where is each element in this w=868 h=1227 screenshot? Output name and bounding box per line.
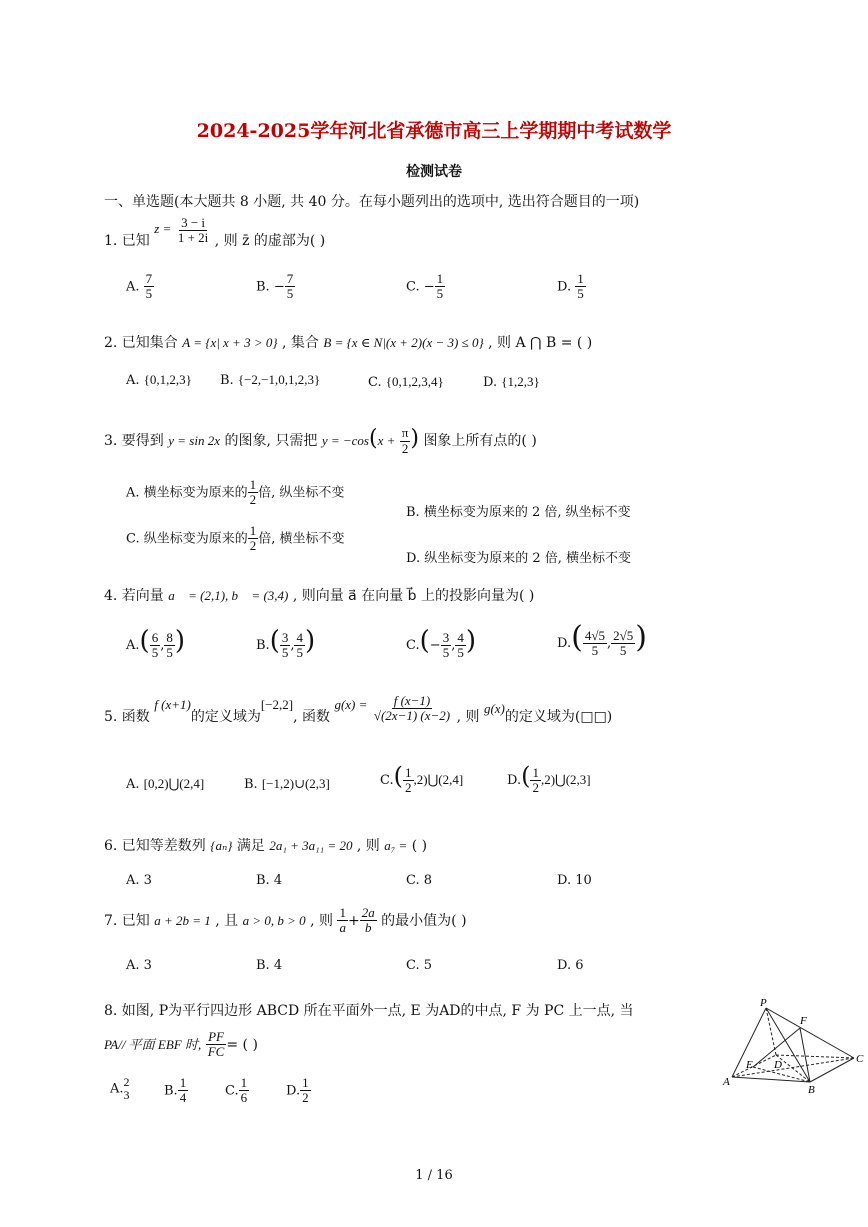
q3-a-d: 2 [249,492,257,508]
q1-d-label: D. [557,279,572,295]
q8-c-label: C. [225,1083,239,1099]
q4-c-frac-1 [441,631,452,661]
q1-a-d: 5 [145,286,153,302]
q5-c-value: ,2)⋃(2,4] [413,772,464,787]
q4-d-label: D. [557,636,572,651]
q7-condition: a > 0, b > 0 [242,912,306,928]
label-a: A [723,1076,730,1088]
page-subtitle: 检测试卷 [406,164,462,180]
q8-a-n: 2 [123,1075,130,1089]
q4-a-frac-1 [150,631,161,661]
q4-lead: 4. 若向量 [104,588,164,604]
q4-rest: , 则向量 a⃗ 在向量 b⃗ 上的投影向量为( ) [292,588,535,604]
q8-b-d: 4 [179,1090,187,1106]
q3-a-n: 1 [249,477,257,492]
q5-mid2: , 函数 [293,708,330,725]
q1-b-n: 7 [286,271,294,286]
q2-set-a: A = {x| x + 3 > 0} [182,335,278,350]
q3-rest: 图象上所有点的( ) [423,433,537,449]
q6-option-c[interactable]: C. 8 [406,873,433,888]
question-3 [104,426,537,456]
q8-b-label: B. [164,1083,178,1099]
q8-a-d: 3 [123,1088,130,1103]
q4-b-frac-2 [294,631,305,661]
q1-d-n: 1 [577,271,584,286]
q4-d-n1: 4√5 [584,627,605,643]
label-c: C [856,1053,864,1065]
q3-a-pre: A. 横坐标变为原来的 [126,485,248,501]
q8-d-d: 2 [302,1090,309,1106]
q2-option-d[interactable] [483,374,540,390]
q1-b-sign: − [273,279,285,295]
q4-c-n1: 3 [442,629,450,645]
q5-d-paren: ( [521,762,531,790]
q3-c-d: 2 [249,538,257,554]
q8-a-label: A. [110,1081,124,1097]
q5-option-b[interactable] [244,776,330,792]
q3-a-post: 倍, 纵坐标不变 [258,485,345,501]
q4-d-paren-open: ( [571,620,583,655]
q3-paren-close: ) [410,426,419,451]
q5-d-value: ,2)⋃(2,3] [540,772,591,787]
q3-c-frac [248,524,259,554]
q1-option-b[interactable] [256,272,295,302]
q5-g-frac [372,694,452,724]
q7-n2: 2a [361,905,375,920]
question-2 [104,332,592,352]
label-e: E [746,1059,753,1071]
q3-option-a[interactable] [126,478,344,508]
q4-option-d[interactable]: D.( $\frac{4√5}{5}$ , $\frac{2√5}{5}$ ) [557,620,647,658]
q2-rest: , 则 A ⋂ B = ( ) [488,335,593,351]
q5-d-frac [530,766,541,796]
q3-lead: 3. 要得到 [104,433,164,449]
q1-c-frac [435,272,446,302]
question-8-line-1: 8. 如图, P为平行四边形 ABCD 所在平面外一点, E 为AD的中点, F 为 PC 上一点, 当 [104,1003,634,1019]
q8-c-n: 1 [240,1075,248,1090]
q3-mid: 的图象, 只需把 [224,433,318,449]
q1-lead: 1. 已知 [104,232,150,249]
q1-denominator: 1 + 2i [177,230,209,246]
q5-g-d: √(2x−1) (x−2) [373,708,451,724]
q5-lead: 5. 函数 [104,708,150,725]
q5-domain: [−2,2] [260,696,294,712]
q4-b-paren-open: ( [269,626,280,656]
q2-set-b: B = {x ∈ N|(x + 2)(x − 3) ≤ 0} [323,335,484,350]
q8-ratio [206,1030,227,1060]
q1-a-n: 7 [145,271,153,286]
q5-c-d: 2 [405,780,412,795]
page-title: 2024-2025学年河北省承德市高三上学期期中考试数学 [196,120,672,142]
q4-b-paren-close: ) [304,626,316,656]
q1-numerator: 3 − i [181,215,206,230]
q2-mid: , 集合 [282,335,319,351]
q1-c-sign: − [423,279,435,295]
q8-equals: = [226,1036,239,1053]
q4-option-c[interactable]: C.(− $\frac{3}{5}$ , $\frac{4}{5}$ ) [406,626,476,660]
q5-d-d: 2 [532,780,539,795]
q1-c-d: 5 [436,286,444,302]
q5-rest: 的定义域为(□□) [504,708,613,725]
q2-option-a[interactable] [126,372,192,388]
q6-mid2: , 则 [356,838,380,854]
q7-mid2: , 则 [310,912,334,929]
q4-a-d1: 5 [151,645,159,660]
q1-a-label: A. [126,279,140,295]
q8-option-d[interactable] [286,1076,311,1106]
label-p: P [760,997,767,1009]
q5-a-value: [0,2)⋃(2,4] [143,776,205,791]
pyramid-figure [720,996,866,1096]
q1-b-frac [285,272,296,302]
q8-a-frac [124,1076,130,1102]
q3-func-1: y = sin 2x [168,433,220,448]
label-d: D [774,1059,782,1071]
q5-c-n: 1 [405,764,412,780]
q4-option-a[interactable]: A.( $\frac{6}{5}$ , $\frac{8}{5}$ ) [126,626,185,660]
q1-fraction [176,216,210,246]
q6-rest: ( ) [411,838,428,854]
q3-pi-d: 2 [401,440,409,456]
q5-option-a[interactable] [126,776,204,792]
q5-d-label: D. [507,773,522,788]
q7-option-b[interactable]: B. 4 [256,958,283,973]
q4-c-sign: − [429,638,441,653]
q4-a-n2: 8 [166,629,173,645]
edge-dc [776,1055,854,1058]
q8-option-b[interactable] [164,1076,188,1106]
q4-c-paren-close: ) [465,626,476,656]
q8-ratio-n: PF [208,1029,224,1044]
q4-option-b[interactable]: B.( $\frac{3}{5}$ , $\frac{4}{5}$ ) [256,626,316,660]
q7-n1: 1 [339,905,346,920]
q5-mid1: 的定义域为 [190,708,261,725]
q2-a-value: {0,1,2,3} [143,372,192,387]
q4-b-n1: 3 [281,629,289,645]
q3-func-2-x: x + [377,433,396,448]
q3-func-2: y = −cos [321,433,369,448]
q7-mid: , 且 [215,912,239,929]
q1-z: z = [154,220,172,236]
q1-b-label: B. [256,279,270,295]
label-f: F [800,1015,807,1027]
q7-rest: 的最小值为( ) [381,912,467,929]
q4-a-label: A. [126,638,140,653]
q5-option-c[interactable] [380,762,463,795]
q4-c-label: C. [406,638,420,653]
q4-c-d2: 5 [457,645,464,660]
q8-condition: PA// 平面 EBF 时, [104,1036,202,1052]
q8-b-n: 1 [179,1075,187,1090]
q5-g-n: f (x−1) [393,693,431,708]
q3-paren-open: ( [368,426,378,451]
q5-option-d[interactable] [507,762,591,795]
q1-c-n: 1 [436,271,444,286]
q7-option-a[interactable]: A. 3 [126,958,152,973]
q3-pi-n: π [401,425,409,441]
q4-d-frac-1 [583,629,607,659]
q1-option-a[interactable] [126,272,154,302]
q7-frac-2 [360,906,377,936]
q8-d-label: D. [286,1083,301,1099]
q8-c-frac [239,1076,250,1106]
q6-option-d[interactable]: D. 10 [557,873,592,888]
q6-option-b[interactable]: B. 4 [256,873,283,888]
q1-option-d[interactable] [557,272,586,302]
q3-pi-frac [400,426,411,456]
q1-c-label: C. [406,279,420,295]
q6-equation: 2a₁ + 3a₁₁ = 20 [269,838,353,853]
q7-option-c[interactable]: C. 5 [406,958,433,973]
question-1 [104,215,326,256]
q4-b-d1: 5 [281,645,289,660]
q7-plus: + [347,912,360,929]
q3-option-d[interactable]: D. 纵坐标变为原来的 2 倍, 横坐标不变 [406,551,632,566]
edge-pc [766,1008,854,1058]
edge-ab [732,1077,810,1082]
q4-c-frac-2 [455,631,466,661]
label-b: B [808,1084,815,1096]
question-7 [104,906,467,936]
q4-b-d2: 5 [296,645,303,660]
q1-a-frac [144,272,155,302]
q3-option-b[interactable]: B. 横坐标变为原来的 2 倍, 纵坐标不变 [406,505,631,520]
q6-option-a[interactable]: A. 3 [126,873,152,888]
q4-d-frac-2 [611,629,635,659]
q4-a-n1: 6 [151,629,159,645]
q3-a-frac [248,478,259,508]
q4-a-paren-open: ( [139,626,150,656]
q1-d-d: 5 [577,286,584,302]
question-5 [104,693,613,732]
q3-c-pre: C. 纵坐标变为原来的 [126,531,248,547]
q4-a-paren-close: ) [174,626,185,656]
q4-d-d1: 5 [591,643,599,658]
q1-option-c[interactable] [406,272,445,302]
q5-d-n: 1 [532,764,539,780]
q2-d-value: {1,2,3} [501,374,540,389]
q2-lead: 2. 已知集合 [104,335,178,351]
q5-b-label: B. [244,777,258,792]
q2-option-b[interactable] [220,372,320,388]
q4-a-d2: 5 [166,645,173,660]
edge-pd [766,1008,776,1055]
q2-d-label: D. [483,375,498,390]
q4-b-n2: 4 [296,629,303,645]
q8-b-frac [178,1076,189,1106]
q8-option-a[interactable] [110,1076,130,1102]
q5-mid3: , 则 [456,708,480,725]
q5-c-paren: ( [393,762,403,790]
q6-mid: 满足 [236,838,265,854]
q4-d-paren-close: ) [635,620,647,655]
question-6 [104,835,427,855]
q4-d-n2: 2√5 [613,627,634,643]
q5-c-frac [403,766,414,796]
q4-c-d1: 5 [442,645,450,660]
q5-g2: g(x) [483,700,505,716]
q4-d-d2: 5 [619,643,627,658]
q1-b-d: 5 [286,286,294,302]
q7-d1: a [339,920,346,936]
question-4 [104,585,534,605]
q5-g: g(x) = [334,696,368,712]
q2-c-label: C. [368,375,382,390]
q4-c-n2: 4 [457,629,464,645]
q8-d-n: 1 [302,1075,309,1090]
q1-d-frac [575,272,586,302]
q6-sequence: {aₙ} [210,838,233,853]
q1-rest: , 则 z̄ 的虚部为( ) [214,232,326,249]
q3-option-c[interactable] [126,524,345,554]
q8-ratio-d: FC [207,1044,225,1060]
q5-a-label: A. [126,777,140,792]
q5-b-value: [−1,2)∪(2,3] [261,776,330,791]
page-number: 1 / 16 [415,1168,453,1183]
q4-b-frac-1 [280,631,291,661]
q8-d-frac [300,1076,311,1106]
q5-c-label: C. [380,773,394,788]
q7-equation: a + 2b = 1 [154,912,211,928]
q4-a-frac-2 [164,631,175,661]
question-8-line-2 [104,1030,258,1060]
q4-c-paren-open: ( [419,626,430,656]
q2-c-value: {0,1,2,3,4} [385,374,444,389]
q6-lead: 6. 已知等差数列 [104,838,206,854]
q7-d2: b [364,920,372,936]
q2-b-label: B. [220,373,234,388]
q7-lead: 7. 已知 [104,912,150,929]
q8-option-c[interactable] [225,1076,249,1106]
section-heading: 一、单选题(本大题共 8 小题, 共 40 分。在每小题列出的选项中, 选出符合题目的一项) [104,194,640,210]
q2-b-value: {−2,−1,0,1,2,3} [237,372,321,387]
q4-b-label: B. [256,638,270,653]
q3-c-n: 1 [249,523,257,538]
q4-vectors: a⃗ = (2,1), b⃗ = (3,4) [168,588,289,603]
q3-c-post: 倍, 横坐标不变 [258,531,345,547]
q5-f: f (x+1) [154,696,191,712]
q8-rest: ( ) [242,1036,258,1053]
q2-option-c[interactable] [368,374,444,390]
q7-option-d[interactable]: D. 6 [557,958,584,973]
q6-a7: a₇ = [384,838,408,853]
q8-c-d: 6 [240,1090,248,1106]
q7-frac-1 [337,906,348,936]
q2-a-label: A. [126,373,140,388]
